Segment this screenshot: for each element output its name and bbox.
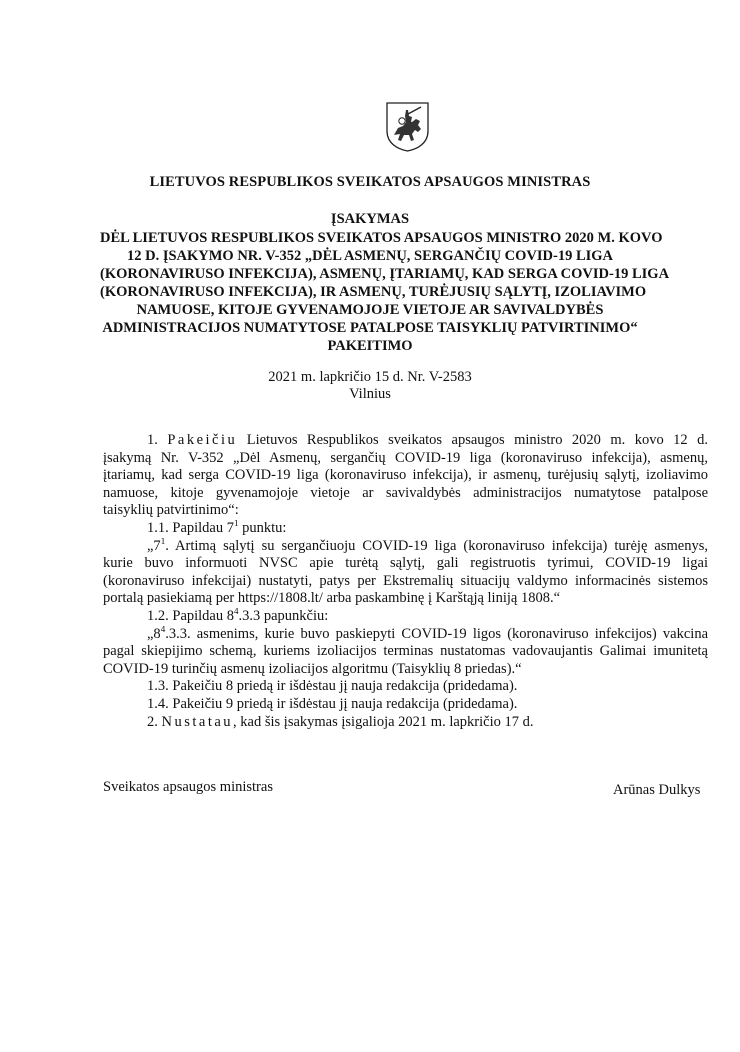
title-line: (KORONAVIRUSO INFEKCIJA), ASMENŲ, ĮTARIAMŲ, KAD SERGA COVID-19 LIGA (100, 266, 670, 282)
item-1-2-text-line: pagal skiepijimo schemą, kuriems izoliacijos terminas nustatomas vadovaujantis Galimai imunitetą (103, 643, 708, 660)
title-line: ADMINISTRACIJOS NUMATYTOSE PATALPOSE TAISYKLIŲ PATVIRTINIMO“ (102, 320, 638, 336)
place: Vilnius (349, 386, 391, 402)
item-1-1: 1.1. Papildau $7^1$ punktu: (147, 519, 287, 536)
paragraph-1-line: 1. Pakeičiu Lietuvos Respublikos sveikatos apsaugos ministro 2020 m. kovo 12 d. (147, 432, 708, 448)
item-1-3: 1.3. Pakeičiu 8 priedą ir išdėstau jį nauja redakcija (pridedama). (147, 678, 518, 695)
title-line: NAMUOSE, KITOJE GYVENAMOJOJE VIETOJE AR SAVIVALDYBĖS (136, 302, 604, 318)
document-body (103, 432, 708, 731)
document-type: ĮSAKYMAS (330, 211, 410, 227)
item-1-1-text-line: $„7^1$. Artimą sąlytį su sergančiuoju COVID-19 liga (koronaviruso infekcija) turėję asmenys, (147, 537, 708, 554)
item-1-4: 1.4. Pakeičiu 9 priedą ir išdėstau jį nauja redakcija (pridedama). (147, 695, 518, 712)
date-and-number: 2021 m. lapkričio 15 d. Nr. V-2583 (268, 369, 472, 385)
title-line: 12 D. ĮSAKYMO NR. V-352 „DĖL ASMENŲ, SERGANČIŲ COVID-19 LIGA (126, 248, 614, 264)
signer-title: Sveikatos apsaugos ministras (103, 779, 273, 795)
item-1-2-text-line: $„8^4.3.3$. asmenims, kurie buvo paskiepyti COVID-19 ligos (koronaviruso infekcijos) vakcina (147, 625, 708, 642)
signer-name: Arūnas Dulkys (613, 782, 701, 798)
title-line: PAKEITIMO (327, 338, 413, 354)
item-1-2-text-line: COVID-19 turinčių asmenų izoliacijos algoritmu (Taisyklių 8 priedas).“ (103, 660, 522, 677)
item-1-1-text-line: (koronaviruso infekcijai) nustatyti, patys per Ekstremalių situacijų valdymo informacinės sistemos (103, 572, 708, 589)
ministry-heading: LIETUVOS RESPUBLIKOS SVEIKATOS APSAUGOS MINISTRAS (149, 174, 591, 190)
paragraph-1-line: įsakymą Nr. V-352 „Dėl Asmenų, sergančių COVID-19 liga (koronaviruso infekcija), asmenų, (103, 449, 708, 466)
paragraph-2: 2. Nustatau, kad šis įsakymas įsigalioja 2021 m. lapkričio 17 d. (147, 713, 534, 730)
keyword-pakeiciu: Pakeičiu (167, 432, 238, 448)
item-1-1-text-line: kurie buvo informuoti NVSC apie turėtą sąlytį, gali registruotis tyrimui, COVID-19 ligai (103, 555, 708, 572)
title-line: DĖL LIETUVOS RESPUBLIKOS SVEIKATOS APSAUGOS MINISTRO 2020 M. KOVO (100, 230, 663, 246)
keyword-nustatau: Nustatau (161, 713, 234, 730)
item-1-2: 1.2. Papildau $8^4.3.3$ papunkčiu: (147, 607, 329, 624)
vytis-coat-of-arms-icon (385, 101, 430, 153)
paragraph-1-line: namuose, kitoje gyvenamojoje vietoje ar savivaldybės administracijos numatytose patalpose (103, 484, 708, 501)
paragraph-1-line: įtariamų, kad serga COVID-19 liga (koronaviruso infekcija), ir asmenų, turėjusių sąlytį, izoliavimo (103, 467, 708, 484)
title-line: (KORONAVIRUSO INFEKCIJA), IR ASMENŲ, TURĖJUSIŲ SĄLYTĮ, IZOLIAVIMO (100, 284, 647, 300)
item-1-1-text-line: portalą pasiekiamą per https://1808.lt/ arba paskambinę į Karštąją liniją 1808.“ (103, 590, 561, 607)
paragraph-1-line: taisyklių patvirtinimo“: (103, 502, 239, 519)
document-title (100, 229, 670, 355)
